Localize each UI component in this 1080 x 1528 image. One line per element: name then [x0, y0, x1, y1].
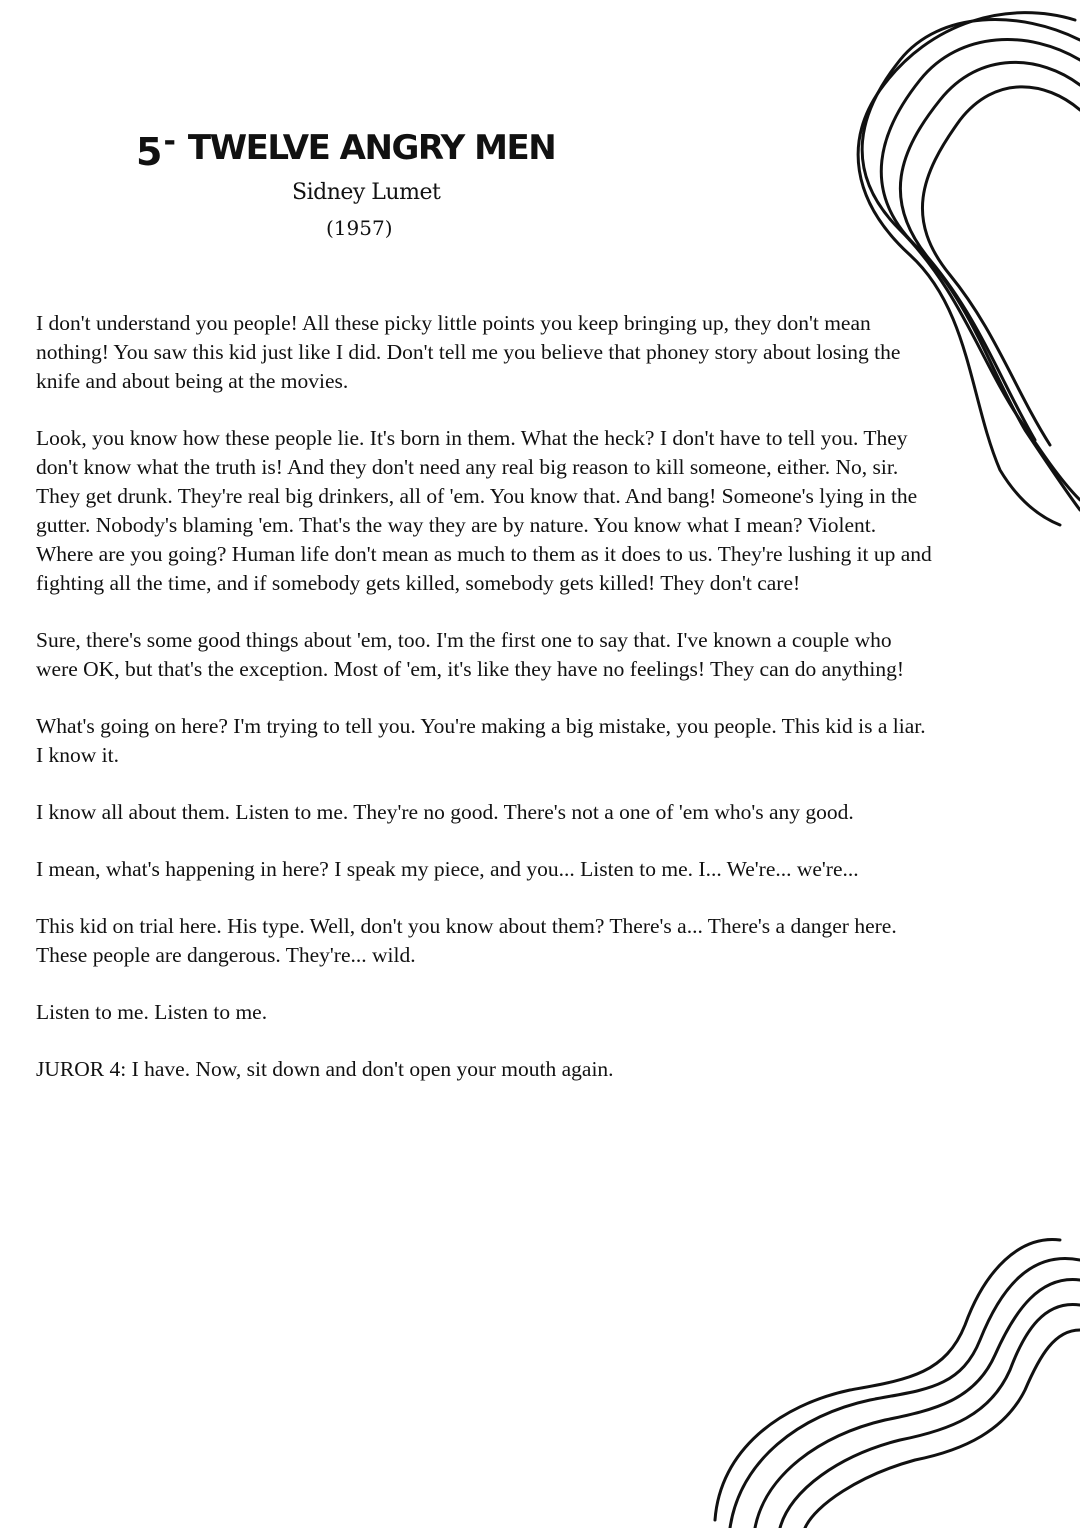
paragraph: Sure, there's some good things about 'em, too. I'm the first one to say that. I've known a couple who were OK, but that's the exception. Most of 'em, it's like they have no feelings! They can do anything!: [36, 628, 905, 681]
title-text: TWELVE ANGRY MEN: [187, 128, 556, 168]
paragraph: This kid on trial here. His type. Well, don't you know about them? There's a... There's a danger here. These people are dangerous. They're... wild.: [36, 914, 897, 967]
paragraph: I don't understand you people! All these picky little points you keep bringing up, they don't mean nothing! You saw this kid just like I did. Don't tell me you believe that phoney story about losing the knife and about being at the movies.: [36, 311, 901, 393]
paragraph: Look, you know how these people lie. It's born in them. What the heck? I don't have to tell you. They don't know what the truth is! And they don't need any real big reason to kill someone, either. No, sir. They get drunk. They're real big drinkers, all of 'em. You know that. And bang! Someone's lying in the gutter. Nobody's blaming 'em. That's the way they are by nature. You know what I mean? Violent. Where are you going? Human life don't mean as much to them as it does to us. They're lushing it up and fighting all the time, and if somebody gets killed, somebody gets killed! They don't care!: [36, 426, 932, 595]
paragraph: JUROR 4: I have. Now, sit down and don't open your mouth again.: [36, 1057, 614, 1081]
paragraph: Listen to me. Listen to me.: [36, 1000, 268, 1024]
release-year: (1957): [326, 216, 393, 240]
monologue-text: [36, 309, 936, 1112]
paragraph: What's going on here? I'm trying to tell you. You're making a big mistake, you people. This kid is a liar. I know it.: [36, 714, 926, 767]
paragraph: I know all about them. Listen to me. They're no good. There's not a one of 'em who's any good.: [36, 800, 854, 824]
decorative-waves-bottom: [700, 1230, 1080, 1528]
title-number: 5: [136, 130, 162, 174]
title-dash: -: [163, 124, 176, 159]
paragraph: I mean, what's happening in here? I speak my piece, and you... Listen to me. I... We're... we're...: [36, 857, 859, 881]
document-title: [136, 124, 555, 184]
director-name: Sidney Lumet: [292, 180, 441, 205]
